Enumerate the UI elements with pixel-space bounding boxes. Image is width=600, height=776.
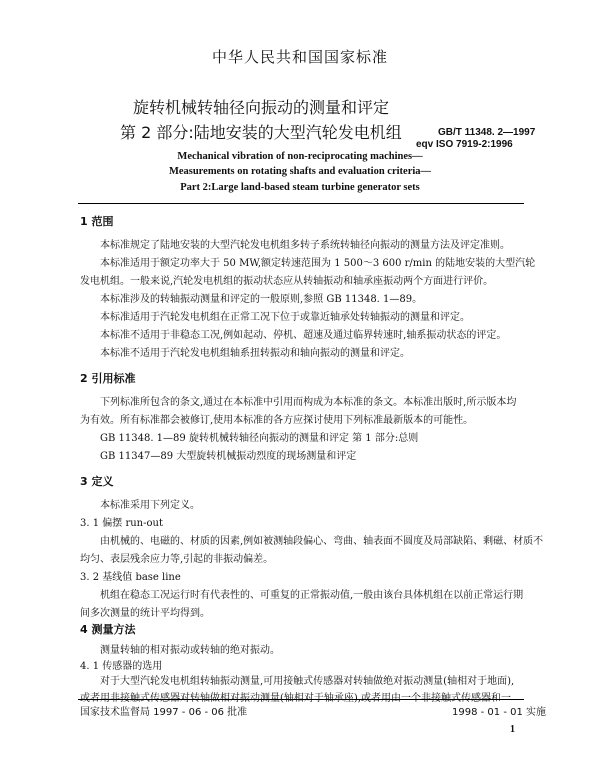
paragraph: 由机械的、电磁的、材质的因素,例如被测轴段偏心、弯曲、轴表面不圆度及局部缺陷、剩磁、材质不 — [100, 536, 544, 547]
paragraph: 本标准适用于汽轮发电机组在正常工况下位于或靠近轴承处转轴振动的测量和评定。 — [100, 312, 470, 323]
section-heading: 3 定义 — [80, 475, 114, 488]
implementation-date: 1998 - 01 - 01 实施 — [452, 707, 547, 718]
top-divider — [78, 203, 524, 204]
definition-term: 4. 1 传感器的选用 — [80, 661, 163, 672]
paragraph: 为有效。所有标准都会被修订,使用本标准的各方应探讨使用下列标准最新版本的可能性。 — [80, 415, 474, 426]
national-standard-header: 中华人民共和国国家标准 — [211, 48, 388, 66]
definition-term: 3. 2 基线值 base line — [80, 572, 181, 583]
paragraph: 本标准不适用于汽轮发电机组轴系扭转振动和轴向振动的测量和评定。 — [100, 348, 410, 359]
approval-date: 国家技术监督局 1997 - 06 - 06 批准 — [80, 707, 248, 718]
section-heading: 2 引用标准 — [80, 372, 136, 385]
document-title: 旋转机械转轴径向振动的测量和评定 — [133, 98, 390, 117]
paragraph: 下列标准所包含的条文,通过在本标准中引用而构成为本标准的条文。本标准出版时,所示版本均 — [100, 397, 517, 408]
english-title-line-1: Mechanical vibration of non-reciprocating machines— — [177, 151, 423, 162]
paragraph: 间多次测量的统计平均得到。 — [80, 608, 210, 619]
paragraph: 本标准不适用于非稳态工况,例如起动、停机、超速及通过临界转速时,轴系振动状态的评定。 — [100, 330, 507, 341]
standard-number: GB/T 11348. 2—1997 — [438, 127, 536, 138]
paragraph: 对于大型汽轮发电机组转轴振动测量,可用接触式传感器对转轴做绝对振动测量(轴相对于地面), — [100, 676, 515, 687]
paragraph: 机组在稳态工况运行时有代表性的、可重复的正常振动值,一般由该台具体机组在以前正常运行期 — [100, 590, 524, 601]
paragraph: 本标准规定了陆地安装的大型汽轮发电机组多转子系统转轴径向振动的测量方法及评定准则。 — [100, 240, 510, 251]
section-heading: 1 范围 — [80, 215, 114, 228]
paragraph: 本标准适用于额定功率大于 50 MW,额定转速范围为 1 500～3 600 r/min 的陆地安装的大型汽轮 — [100, 258, 536, 269]
english-title-line-2: Measurements on rotating shafts and evaluation criteria— — [168, 166, 432, 177]
reference-item: GB 11347—89 大型旋转机械振动烈度的现场测量和评定 — [100, 451, 357, 462]
paragraph: 本标准采用下列定义。 — [100, 500, 200, 511]
document-subtitle: 第 2 部分:陆地安装的大型汽轮发电机组 — [120, 123, 402, 142]
paragraph: 本标准涉及的转轴振动测量和评定的一般原则,参照 GB 11348. 1—89。 — [100, 294, 423, 305]
section-heading: 4 测量方法 — [80, 623, 136, 636]
paragraph: 均匀、表层残余应力等,引起的非振动偏差。 — [80, 554, 274, 565]
english-title-line-3: Part 2:Large land-based steam turbine generator sets — [180, 182, 420, 193]
paragraph: 发电机组。一般来说,汽轮发电机组的振动状态应从转轴振动和轴承座振动两个方面进行评价。 — [80, 276, 494, 287]
page-number: 1 — [510, 724, 515, 735]
equivalent-standard: eqv ISO 7919-2:1996 — [416, 139, 513, 150]
paragraph: 测量转轴的相对振动或转轴的绝对振动。 — [100, 645, 280, 656]
reference-item: GB 11348. 1—89 旋转机械转轴径向振动的测量和评定 第 1 部分:总则 — [100, 433, 419, 444]
definition-term: 3. 1 偏摆 run-out — [80, 518, 163, 529]
paragraph: 或者用非接触式传感器对转轴做相对振动测量(轴相对于轴承座),或者用由一个非接触式传感器和一 — [80, 693, 511, 704]
